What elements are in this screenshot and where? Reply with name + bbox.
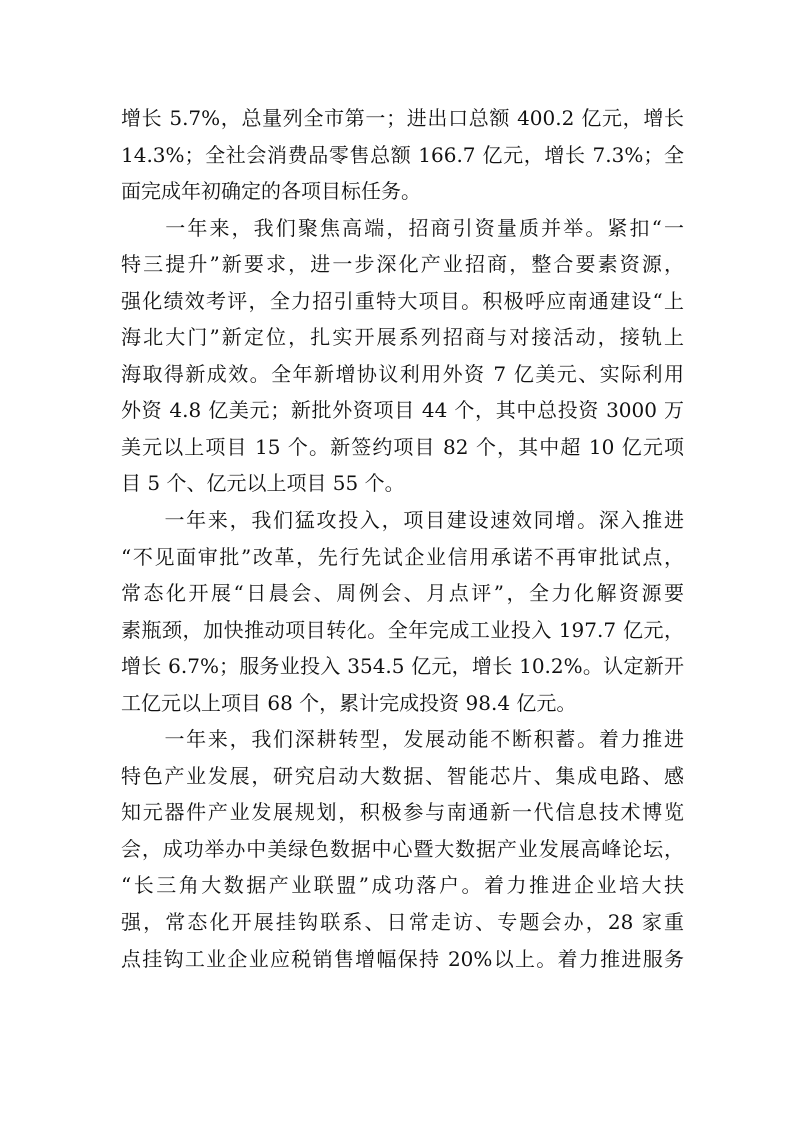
text-line: 点挂钩工业企业应税销售增幅保持 20%以上。着力推进服务 [121,946,684,971]
text-line: 强，常态化开展挂钩联系、日常走访、专题会办，28 家重 [121,910,684,935]
text-line: 14.3%；全社会消费品零售总额 166.7 亿元，增长 7.3%；全 [121,142,684,167]
text-line: 素瓶颈，加快推动项目转化。全年完成工业投入 197.7 亿元， [121,617,684,642]
text-line: 特色产业发展，研究启动大数据、智能芯片、集成电路、感 [121,763,684,788]
text-line: 常态化开展“日晨会、周例会、月点评”，全力化解资源要 [121,581,684,606]
text-line: 目 5 个、亿元以上项目 55 个。 [121,471,405,496]
text-line: 特三提升”新要求，进一步深化产业招商，整合要素资源， [121,252,684,277]
text-line: 增长 5.7%，总量列全市第一；进出口总额 400.2 亿元，增长 [121,106,684,130]
text-line: 会，成功举办中美绿色数据中心暨大数据产业发展高峰论坛， [121,836,684,861]
text-line: 一年来，我们猛攻投入，项目建设速效同增。深入推进 [121,508,684,533]
text-line: 一年来，我们深耕转型，发展动能不断积蓄。着力推进 [121,727,684,752]
text-line: 工亿元以上项目 68 个，累计完成投资 98.4 亿元。 [121,690,577,715]
text-line: 增长 6.7%；服务业投入 354.5 亿元，增长 10.2%。认定新开 [121,654,684,679]
document-body [121,100,684,977]
text-line: 面完成年初确定的各项目标任务。 [121,179,421,204]
text-line: 强化绩效考评，全力招引重特大项目。积极呼应南通建设“上 [121,288,684,313]
text-line: 一年来，我们聚焦高端，招商引资量质并举。紧扣“一 [121,215,684,240]
text-line: “不见面审批”改革，先行先试企业信用承诺不再审批试点， [121,544,684,569]
text-line: 海北大门”新定位，扎实开展系列招商与对接活动，接轨上 [121,325,684,350]
text-line: 美元以上项目 15 个。新签约项目 82 个，其中超 10 亿元项 [121,434,684,459]
text-line: 海取得新成效。全年新增协议利用外资 7 亿美元、实际利用 [121,361,684,386]
text-line: 知元器件产业发展规划，积极参与南通新一代信息技术博览 [121,800,684,825]
text-line: 外资 4.8 亿美元；新批外资项目 44 个，其中总投资 3000 万 [121,398,684,423]
text-line: “长三角大数据产业联盟”成功落户。着力推进企业培大扶 [121,873,684,898]
